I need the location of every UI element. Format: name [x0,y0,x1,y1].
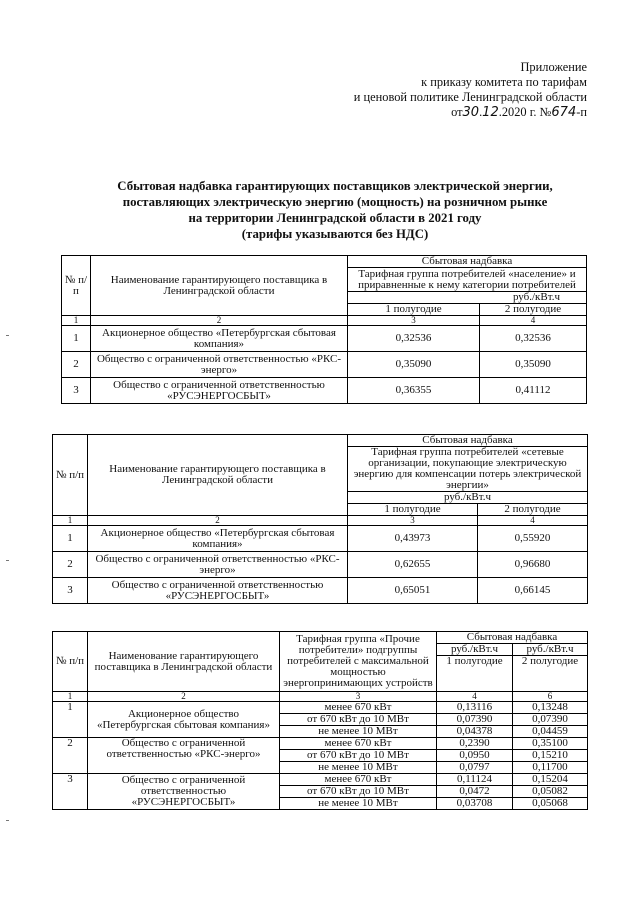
handwritten-order-number: 674 [551,105,577,120]
col-index: 3 [280,692,437,702]
title-line: на территории Ленинградской области в 2021 году [188,211,482,225]
value-half1: 0,04378 [437,726,513,738]
value-half2: 0,35100 [513,738,588,750]
capacity-range: не менее 10 МВт [280,762,437,774]
capacity-range: не менее 10 МВт [280,726,437,738]
row-number: 2 [53,552,88,578]
tariff-group-header: Тарифная группа «Прочие потребители» подгруппы потребителей с максимальной мощностью энергопринимающих устройств [280,632,437,692]
supplier-name: Акционерное общество «Петербургская сбытовая компания» [88,702,280,738]
capacity-range: от 670 кВт до 10 МВт [280,750,437,762]
value-half2: 0,04459 [513,726,588,738]
unit-label: руб./кВт.ч [348,292,587,304]
supplier-name: Общество с ограниченной ответственностью «РУСЭНЕРГОСБЫТ» [91,378,348,404]
table-row [62,378,587,404]
title-line: (тарифы указываются без НДС) [241,227,429,241]
row-number: 3 [53,578,88,604]
table-row [53,738,588,750]
col-index: 1 [53,692,88,702]
col-name-header: Наименование гарантирующего поставщика в Ленинградской области [88,435,348,516]
supplier-name: Общество с ограниченной ответственностью «РКС-энерго» [88,552,348,578]
value-half1: 0,11124 [437,774,513,786]
capacity-range: менее 670 кВт [280,702,437,714]
tariff-group-header: Тарифная группа потребителей «сетевые организации, покупающие электрическую энергию для компенсации потерь электрической энергии» [348,447,588,492]
value-half2: 0,55920 [478,526,588,552]
half2-header: 2 полугодие [478,504,588,516]
value-half1: 0,62655 [348,552,478,578]
value-half2: 0,05068 [513,798,588,810]
table-row [53,702,588,714]
value-half1: 0,32536 [348,326,480,352]
col-name-header: Наименование гарантирующего поставщика в Ленинградской области [91,256,348,316]
row-number: 1 [53,526,88,552]
table-row [62,326,587,352]
appendix-line: и ценовой политике Ленинградской области [353,90,587,104]
markup-header: Сбытовая надбавка [348,256,587,268]
date-prefix: от [451,105,463,119]
date-separator: . [479,105,483,119]
tariff-table-population [61,255,587,404]
date-year: .2020 г. № [498,105,552,119]
value-half1: 0,2390 [437,738,513,750]
value-half1: 0,13116 [437,702,513,714]
col-num-header: № п/п [53,435,88,516]
value-half2: 0,11700 [513,762,588,774]
value-half2: 0,15204 [513,774,588,786]
value-half1: 0,0472 [437,786,513,798]
table-row [53,526,588,552]
value-half1: 0,65051 [348,578,478,604]
col-index: 1 [62,316,91,326]
tariff-group-header: Тарифная группа потребителей «население» и приравненные к нему категории потребителей [348,268,587,292]
appendix-header [354,60,587,120]
value-half1: 0,36355 [348,378,480,404]
appendix-line: Приложение [520,60,587,74]
value-half1: 0,0797 [437,762,513,774]
unit-label: руб./кВт.ч [513,644,588,656]
row-number: 1 [53,702,88,738]
col-index: 4 [478,516,588,526]
col-name-header: Наименование гарантирующего поставщика в Ленинградской области [88,632,280,692]
col-num-header: № п/п [62,256,91,316]
title-line: Сбытовая надбавка гарантирующих поставщиков электрической энергии, [117,179,553,193]
half1-header: 1 полугодие [348,304,480,316]
row-number: 1 [62,326,91,352]
row-number: 2 [53,738,88,774]
half1-header: 1 полугодие [437,656,513,692]
scan-mark [6,560,9,561]
table-row [53,774,588,786]
document-title [60,178,610,242]
table-row [53,578,588,604]
value-half2: 0,13248 [513,702,588,714]
col-index: 6 [513,692,588,702]
handwritten-month: 12 [482,105,499,120]
capacity-range: менее 670 кВт [280,738,437,750]
value-half2: 0,96680 [478,552,588,578]
col-index: 1 [53,516,88,526]
value-half2: 0,05082 [513,786,588,798]
value-half2: 0,35090 [480,352,587,378]
supplier-name: Акционерное общество «Петербургская сбытовая компания» [91,326,348,352]
tariff-table-other-consumers [52,631,588,810]
handwritten-day: 30 [462,105,480,120]
order-suffix: -п [576,105,587,119]
capacity-range: менее 670 кВт [280,774,437,786]
appendix-line: к приказу комитета по тарифам [421,75,587,89]
appendix-order-line [354,105,587,120]
value-half1: 0,35090 [348,352,480,378]
value-half1: 0,03708 [437,798,513,810]
row-number: 3 [62,378,91,404]
markup-header: Сбытовая надбавка [348,435,588,447]
value-half2: 0,32536 [480,326,587,352]
unit-label: руб./кВт.ч [437,644,513,656]
supplier-name: Акционерное общество «Петербургская сбытовая компания» [88,526,348,552]
capacity-range: от 670 кВт до 10 МВт [280,786,437,798]
col-index: 4 [437,692,513,702]
scan-mark [6,335,9,336]
capacity-range: не менее 10 МВт [280,798,437,810]
table-row [53,552,588,578]
value-half1: 0,43973 [348,526,478,552]
col-index: 4 [480,316,587,326]
col-index: 2 [91,316,348,326]
half2-header: 2 полугодие [513,656,588,692]
col-num-header: № п/п [53,632,88,692]
col-index: 2 [88,692,280,702]
value-half1: 0,0950 [437,750,513,762]
value-half2: 0,66145 [478,578,588,604]
supplier-name: Общество с ограниченной ответственностью «РУСЭНЕРГОСБЫТ» [88,774,280,810]
tariff-table-network-organizations [52,434,588,604]
markup-header: Сбытовая надбавка [437,632,588,644]
half1-header: 1 полугодие [348,504,478,516]
col-index: 2 [88,516,348,526]
scan-mark [6,820,9,821]
half2-header: 2 полугодие [480,304,587,316]
title-line: поставляющих электрическую энергию (мощность) на розничном рынке [122,195,548,209]
supplier-name: Общество с ограниченной ответственностью «РКС-энерго» [88,738,280,774]
col-index: 3 [348,316,480,326]
supplier-name: Общество с ограниченной ответственностью «РКС-энерго» [91,352,348,378]
supplier-name: Общество с ограниченной ответственностью «РУСЭНЕРГОСБЫТ» [88,578,348,604]
value-half2: 0,15210 [513,750,588,762]
row-number: 3 [53,774,88,810]
row-number: 2 [62,352,91,378]
value-half2: 0,41112 [480,378,587,404]
value-half1: 0,07390 [437,714,513,726]
col-index: 3 [348,516,478,526]
unit-label: руб./кВт.ч [348,492,588,504]
value-half2: 0,07390 [513,714,588,726]
table-row [62,352,587,378]
capacity-range: от 670 кВт до 10 МВт [280,714,437,726]
